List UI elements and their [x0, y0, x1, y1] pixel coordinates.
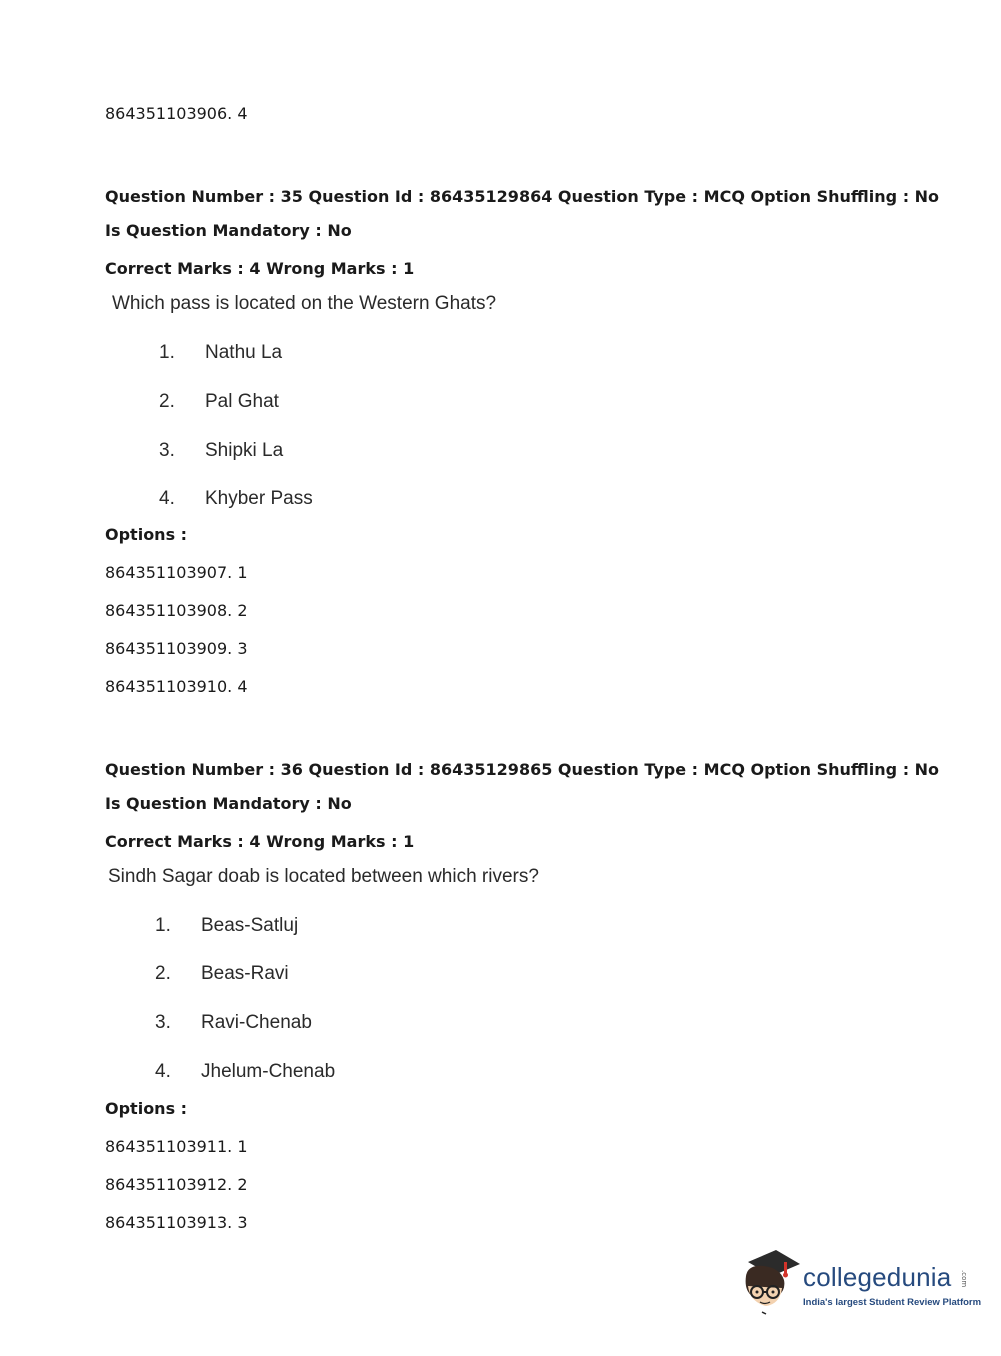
choice-text: Beas-Ravi [201, 963, 289, 984]
q36-choice [155, 915, 298, 937]
q35-marks: Correct Marks : 4 Wrong Marks : 1 [105, 259, 415, 278]
choice-number: 2. [155, 963, 171, 984]
prev-question-option: 864351103906. 4 [105, 104, 248, 123]
q36-question-text: Sindh Sagar doab is located between which rivers? [108, 866, 539, 887]
choice-text: Beas-Satluj [201, 915, 299, 936]
choice-number: 3. [159, 440, 175, 461]
choice-text: Khyber Pass [205, 488, 313, 509]
choice-text: Jhelum-Chenab [201, 1061, 336, 1082]
choice-text: Pal Ghat [205, 391, 279, 412]
choice-number: 2. [159, 391, 175, 412]
q35-mandatory: Is Question Mandatory : No [105, 221, 352, 240]
choice-number: 4. [159, 488, 175, 509]
logo-domain-suffix: .com [960, 1270, 968, 1288]
q35-option-id: 864351103907. 1 [105, 563, 248, 582]
q35-question-text: Which pass is located on the Western Ghats? [112, 293, 497, 314]
choice-number: 1. [159, 342, 175, 363]
logo-wordmark: collegedunia [803, 1262, 952, 1292]
q35-choice [159, 440, 283, 462]
choice-text: Nathu La [205, 342, 283, 363]
q35-option-id: 864351103908. 2 [105, 601, 248, 620]
choice-text: Ravi-Chenab [201, 1012, 312, 1033]
mascot-graduation-cap-icon [740, 1246, 802, 1316]
logo-tagline: India's largest Student Review Platform [803, 1297, 982, 1308]
q35-choice [159, 488, 313, 510]
choice-number: 4. [155, 1061, 171, 1082]
collegedunia-logo [740, 1246, 982, 1318]
q36-option-id: 864351103912. 2 [105, 1175, 248, 1194]
q36-mandatory: Is Question Mandatory : No [105, 794, 352, 813]
q35-options-label: Options : [105, 525, 188, 544]
q36-options-label: Options : [105, 1099, 188, 1118]
q35-header: Question Number : 35 Question Id : 86435129864 Question Type : MCQ Option Shuffling : No [105, 187, 940, 206]
q36-header: Question Number : 36 Question Id : 86435129865 Question Type : MCQ Option Shuffling : No [105, 760, 940, 779]
choice-text: Shipki La [205, 440, 284, 461]
q35-choice [159, 342, 282, 364]
q35-option-id: 864351103910. 4 [105, 677, 248, 696]
q35-option-id: 864351103909. 3 [105, 639, 248, 658]
choice-number: 3. [155, 1012, 171, 1033]
q36-option-id: 864351103913. 3 [105, 1213, 248, 1232]
q36-choice [155, 1061, 335, 1083]
q36-option-id: 864351103911. 1 [105, 1137, 248, 1156]
q36-choice [155, 963, 289, 985]
q36-marks: Correct Marks : 4 Wrong Marks : 1 [105, 832, 415, 851]
q35-choice [159, 391, 279, 413]
choice-number: 1. [155, 915, 171, 936]
q36-choice [155, 1012, 312, 1034]
